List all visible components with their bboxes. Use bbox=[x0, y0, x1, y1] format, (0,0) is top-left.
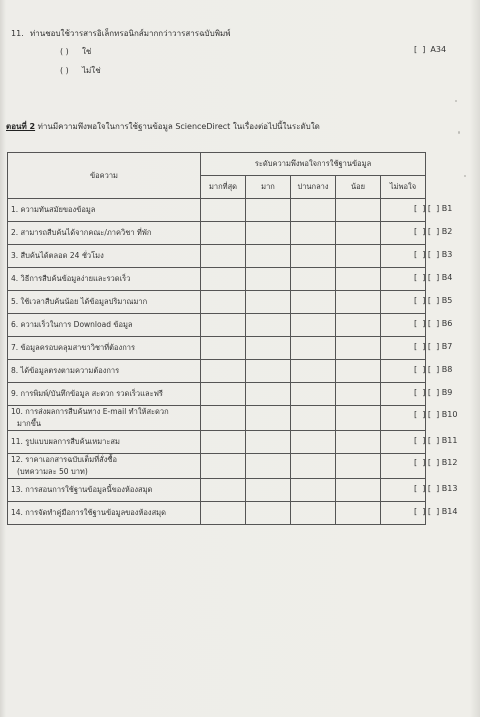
rating-cell[interactable] bbox=[336, 383, 381, 406]
rating-cell[interactable] bbox=[291, 383, 336, 406]
rating-header-little: น้อย bbox=[336, 176, 381, 199]
rating-cell[interactable] bbox=[246, 222, 291, 245]
rating-cell[interactable] bbox=[246, 431, 291, 454]
statement-text: 11. รูปแบบผลการสืบค้นเหมาะสม bbox=[11, 437, 120, 446]
rating-cell[interactable] bbox=[201, 383, 246, 406]
statement-text-continued: มากขึ้น bbox=[17, 419, 41, 428]
table-row bbox=[8, 222, 426, 245]
statement-text: 8. ได้ข้อมูลตรงตามความต้องการ bbox=[11, 366, 120, 375]
statement-text: 2. สามารถสืบค้นได้จากคณะ/ภาควิชา ที่พัก bbox=[11, 228, 152, 237]
statement-cell bbox=[8, 383, 201, 406]
coding-box: [ ] [ ] B10 bbox=[414, 410, 458, 419]
rating-cell[interactable] bbox=[201, 222, 246, 245]
rating-cell[interactable] bbox=[336, 406, 381, 431]
paper-speck bbox=[458, 131, 460, 134]
rating-cell[interactable] bbox=[201, 337, 246, 360]
statement-text-continued: (บทความละ 50 บาท) bbox=[17, 467, 88, 476]
statement-cell bbox=[8, 268, 201, 291]
rating-cell[interactable] bbox=[246, 406, 291, 431]
rating-header-much: มาก bbox=[246, 176, 291, 199]
coding-box: [ ] [ ] B4 bbox=[414, 273, 453, 282]
rating-cell[interactable] bbox=[201, 314, 246, 337]
rating-cell[interactable] bbox=[291, 502, 336, 525]
rating-cell[interactable] bbox=[336, 199, 381, 222]
rating-cell[interactable] bbox=[201, 479, 246, 502]
option-label: ไม่ใช่ bbox=[82, 66, 101, 75]
rating-cell[interactable] bbox=[201, 360, 246, 383]
rating-cell[interactable] bbox=[201, 431, 246, 454]
statement-cell bbox=[8, 314, 201, 337]
coding-box: [ ] [ ] B11 bbox=[414, 436, 458, 445]
rating-cell[interactable] bbox=[246, 268, 291, 291]
rating-cell[interactable] bbox=[246, 454, 291, 479]
rating-cell[interactable] bbox=[246, 479, 291, 502]
rating-cell[interactable] bbox=[291, 268, 336, 291]
option-checkbox[interactable]: ( ) bbox=[60, 66, 69, 75]
coding-box: [ ] [ ] B2 bbox=[414, 227, 453, 236]
rating-cell[interactable] bbox=[291, 431, 336, 454]
rating-cell[interactable] bbox=[291, 360, 336, 383]
rating-cell[interactable] bbox=[336, 360, 381, 383]
section-title: ตอนที่ 2 bbox=[6, 122, 36, 131]
rating-cell[interactable] bbox=[336, 268, 381, 291]
table-row bbox=[8, 268, 426, 291]
coding-box: [ ] [ ] B14 bbox=[414, 507, 458, 516]
statement-cell bbox=[8, 454, 201, 479]
rating-cell[interactable] bbox=[246, 245, 291, 268]
coding-box: [ ] [ ] B1 bbox=[414, 204, 453, 213]
statement-cell bbox=[8, 199, 201, 222]
option-label: ใช่ bbox=[82, 47, 92, 56]
option-checkbox[interactable]: ( ) bbox=[60, 47, 69, 56]
rating-cell[interactable] bbox=[246, 337, 291, 360]
satisfaction-level-header: ระดับความพึงพอใจการใช้ฐานข้อมูล bbox=[201, 153, 426, 176]
rating-cell[interactable] bbox=[291, 222, 336, 245]
statement-cell bbox=[8, 291, 201, 314]
rating-cell[interactable] bbox=[201, 245, 246, 268]
rating-cell[interactable] bbox=[291, 291, 336, 314]
statement-text: 3. สืบค้นได้ตลอด 24 ชั่วโมง bbox=[11, 251, 104, 260]
table-row bbox=[8, 245, 426, 268]
statement-text: 10. การส่งผลการสืบค้นทาง E-mail ทำให้สะดวก bbox=[11, 407, 169, 416]
rating-cell[interactable] bbox=[201, 291, 246, 314]
rating-cell[interactable] bbox=[336, 245, 381, 268]
table-row bbox=[8, 431, 426, 454]
rating-cell[interactable] bbox=[201, 502, 246, 525]
rating-cell[interactable] bbox=[291, 245, 336, 268]
coding-box: [ ] [ ] B8 bbox=[414, 365, 453, 374]
statement-cell bbox=[8, 479, 201, 502]
rating-cell[interactable] bbox=[291, 479, 336, 502]
question-11 bbox=[11, 27, 231, 40]
statement-cell bbox=[8, 502, 201, 525]
satisfaction-table bbox=[7, 152, 426, 525]
rating-cell[interactable] bbox=[246, 502, 291, 525]
table-row bbox=[8, 199, 426, 222]
rating-cell[interactable] bbox=[291, 199, 336, 222]
table-body bbox=[8, 199, 426, 525]
statement-text: 1. ความทันสมัยของข้อมูล bbox=[11, 205, 96, 214]
coding-box: [ ] [ ] B3 bbox=[414, 250, 453, 259]
rating-cell[interactable] bbox=[336, 431, 381, 454]
statement-text: 12. ราคาเอกสารฉบับเต็มที่สั่งซื้อ bbox=[11, 455, 117, 464]
rating-cell[interactable] bbox=[291, 406, 336, 431]
rating-header-moderate: ปานกลาง bbox=[291, 176, 336, 199]
coding-box-a34: [ ] A34 bbox=[414, 45, 447, 54]
statement-text: 5. ใช้เวลาสืบค้นน้อย ได้ข้อมูลปริมาณมาก bbox=[11, 297, 148, 306]
option-yes[interactable] bbox=[60, 45, 91, 58]
coding-box: [ ] [ ] B9 bbox=[414, 388, 453, 397]
table-row bbox=[8, 360, 426, 383]
statement-cell bbox=[8, 360, 201, 383]
rating-cell[interactable] bbox=[336, 314, 381, 337]
table-row bbox=[8, 479, 426, 502]
rating-cell[interactable] bbox=[336, 454, 381, 479]
rating-cell[interactable] bbox=[246, 199, 291, 222]
question-number: 11. bbox=[11, 29, 24, 38]
statement-header: ข้อความ bbox=[8, 153, 201, 199]
rating-cell[interactable] bbox=[246, 291, 291, 314]
rating-header-dissatisfied: ไม่พอใจ bbox=[381, 176, 426, 199]
statement-text: 14. การจัดทำคู่มือการใช้ฐานข้อมูลของห้องสมุด bbox=[11, 508, 166, 517]
rating-cell[interactable] bbox=[291, 314, 336, 337]
statement-text: 6. ความเร็วในการ Download ข้อมูล bbox=[11, 320, 133, 329]
statement-cell bbox=[8, 245, 201, 268]
coding-box: [ ] [ ] B5 bbox=[414, 296, 453, 305]
paper-speck bbox=[455, 100, 457, 102]
rating-cell[interactable] bbox=[201, 268, 246, 291]
rating-cell[interactable] bbox=[201, 406, 246, 431]
rating-cell[interactable] bbox=[246, 360, 291, 383]
table-row bbox=[8, 291, 426, 314]
rating-cell[interactable] bbox=[246, 383, 291, 406]
section-text: ท่านมีความพึงพอใจในการใช้ฐานข้อมูล ScienceDirect ในเรื่องต่อไปนี้ในระดับใด bbox=[37, 122, 320, 131]
table-row bbox=[8, 383, 426, 406]
coding-box: [ ] [ ] B7 bbox=[414, 342, 453, 351]
rating-cell[interactable] bbox=[336, 291, 381, 314]
statement-text: 7. ข้อมูลครอบคลุมสาขาวิชาที่ต้องการ bbox=[11, 343, 135, 352]
rating-header-most: มากที่สุด bbox=[201, 176, 246, 199]
rating-cell[interactable] bbox=[201, 199, 246, 222]
statement-cell bbox=[8, 431, 201, 454]
paper-speck bbox=[464, 175, 466, 177]
rating-cell[interactable] bbox=[201, 454, 246, 479]
table-row bbox=[8, 314, 426, 337]
rating-cell[interactable] bbox=[291, 337, 336, 360]
statement-cell bbox=[8, 406, 201, 431]
rating-cell[interactable] bbox=[336, 502, 381, 525]
option-no[interactable] bbox=[60, 64, 101, 77]
rating-cell[interactable] bbox=[336, 337, 381, 360]
table-row bbox=[8, 502, 426, 525]
rating-cell[interactable] bbox=[246, 314, 291, 337]
table-row bbox=[8, 337, 426, 360]
section-2-heading bbox=[6, 120, 320, 133]
rating-cell[interactable] bbox=[291, 454, 336, 479]
coding-box: [ ] [ ] B6 bbox=[414, 319, 453, 328]
statement-text: 4. วิธีการสืบค้นข้อมูลง่ายและรวดเร็ว bbox=[11, 274, 131, 283]
table-row bbox=[8, 406, 426, 431]
rating-cell[interactable] bbox=[336, 479, 381, 502]
statement-text: 9. การพิมพ์/บันทึกข้อมูล สะดวก รวดเร็วและฟรี bbox=[11, 389, 163, 398]
coding-box: [ ] [ ] B13 bbox=[414, 484, 458, 493]
statement-cell bbox=[8, 337, 201, 360]
question-text: ท่านชอบใช้วารสารอิเล็กทรอนิกส์มากกว่าวารสารฉบับพิมพ์ bbox=[30, 29, 231, 38]
statement-text: 13. การสอนการใช้ฐานข้อมูลนี้ของห้องสมุด bbox=[11, 485, 153, 494]
statement-cell bbox=[8, 222, 201, 245]
coding-box: [ ] [ ] B12 bbox=[414, 458, 458, 467]
rating-cell[interactable] bbox=[336, 222, 381, 245]
table-row bbox=[8, 454, 426, 479]
